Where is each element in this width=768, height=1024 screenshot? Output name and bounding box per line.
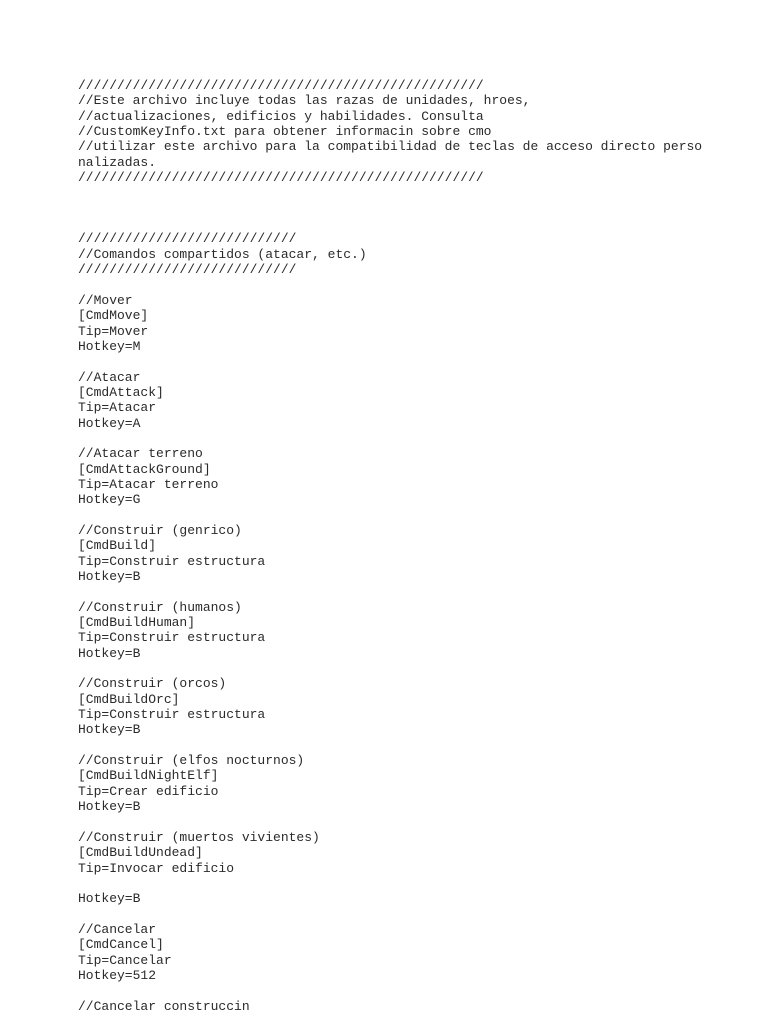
command-hotkey: Hotkey=B xyxy=(78,569,141,584)
command-comment: //Construir (genrico) xyxy=(78,522,242,538)
command-comment: //Construir (elfos nocturnos) xyxy=(78,753,305,769)
blank-line xyxy=(78,216,718,231)
command-tip: Tip=Atacar xyxy=(78,400,157,416)
blank-line xyxy=(78,201,718,216)
command-block-cancel xyxy=(78,922,718,983)
command-section-key: [CmdMove] xyxy=(78,308,149,324)
command-tip: Tip=Mover xyxy=(78,323,149,339)
comment-line: //////////////////////////// xyxy=(78,231,297,247)
command-block-build xyxy=(78,523,718,584)
command-hotkey: Hotkey=M xyxy=(78,338,141,354)
blank-line xyxy=(78,661,718,676)
command-tip: Tip=Construir estructura xyxy=(78,707,266,723)
comment-line: nalizadas. xyxy=(78,154,157,170)
command-section-key: [CmdBuildUndead] xyxy=(78,845,203,861)
command-block-build-orc xyxy=(78,676,718,737)
command-block-build-night-elf xyxy=(78,753,718,814)
command-tip: Tip=Construir estructura xyxy=(78,553,266,569)
command-comment: //Cancelar construccin xyxy=(78,998,250,1014)
command-block-attack xyxy=(78,370,718,431)
document-page xyxy=(78,78,718,1014)
command-hotkey: Hotkey=B xyxy=(78,891,141,907)
blank-line xyxy=(78,584,718,599)
blank-line xyxy=(78,354,718,369)
section-header-comment xyxy=(78,231,718,277)
blank-line xyxy=(78,907,718,922)
command-comment: //Cancelar xyxy=(78,921,157,937)
command-tip: Tip=Crear edificio xyxy=(78,783,219,799)
command-hotkey: Hotkey=G xyxy=(78,492,141,508)
blank-line xyxy=(78,738,718,753)
command-comment: //Construir (orcos) xyxy=(78,676,227,692)
command-block-cancel-build xyxy=(78,999,718,1014)
command-hotkey: Hotkey=B xyxy=(78,722,141,738)
comment-line: //////////////////////////////////////////////////// xyxy=(78,170,484,186)
command-section-key: [CmdBuildNightElf] xyxy=(78,768,219,784)
command-comment: //Construir (humanos) xyxy=(78,599,242,615)
command-section-key: [CmdCancel] xyxy=(78,937,164,953)
file-header-comment xyxy=(78,78,718,185)
comment-line: //////////////////////////// xyxy=(78,262,297,278)
command-comment: //Mover xyxy=(78,292,133,308)
command-comment: //Atacar xyxy=(78,369,141,385)
command-block-build-undead xyxy=(78,830,718,907)
command-tip: Tip=Atacar terreno xyxy=(78,476,219,492)
blank-line xyxy=(78,876,718,891)
comment-line: //Este archivo incluye todas las razas de unidades, hroes, xyxy=(78,93,531,109)
command-block-move xyxy=(78,293,718,354)
command-section-key: [CmdBuildHuman] xyxy=(78,615,196,631)
command-section-key: [CmdAttackGround] xyxy=(78,461,211,477)
blank-line xyxy=(78,185,718,200)
blank-line xyxy=(78,983,718,998)
command-block-attack-ground xyxy=(78,446,718,507)
comment-line: //utilizar este archivo para la compatibilidad de teclas de acceso directo perso xyxy=(78,139,703,155)
command-hotkey: Hotkey=B xyxy=(78,645,141,661)
comment-line: //CustomKeyInfo.txt para obtener informacin sobre cmo xyxy=(78,124,492,140)
command-section-key: [CmdBuild] xyxy=(78,538,157,554)
command-block-build-human xyxy=(78,600,718,661)
blank-line xyxy=(78,277,718,292)
blank-line xyxy=(78,815,718,830)
command-comment: //Construir (muertos vivientes) xyxy=(78,829,320,845)
comment-line: //////////////////////////////////////////////////// xyxy=(78,78,484,93)
command-comment: //Atacar terreno xyxy=(78,446,203,462)
command-tip: Tip=Cancelar xyxy=(78,952,172,968)
command-tip: Tip=Invocar edificio xyxy=(78,860,235,876)
blank-line xyxy=(78,508,718,523)
comment-line: //actualizaciones, edificios y habilidades. Consulta xyxy=(78,108,484,124)
command-hotkey: Hotkey=A xyxy=(78,415,141,431)
command-hotkey: Hotkey=512 xyxy=(78,967,157,983)
comment-line: //Comandos compartidos (atacar, etc.) xyxy=(78,246,367,262)
command-hotkey: Hotkey=B xyxy=(78,799,141,815)
command-section-key: [CmdAttack] xyxy=(78,384,164,400)
command-tip: Tip=Construir estructura xyxy=(78,630,266,646)
command-section-key: [CmdBuildOrc] xyxy=(78,691,180,707)
blank-line xyxy=(78,431,718,446)
